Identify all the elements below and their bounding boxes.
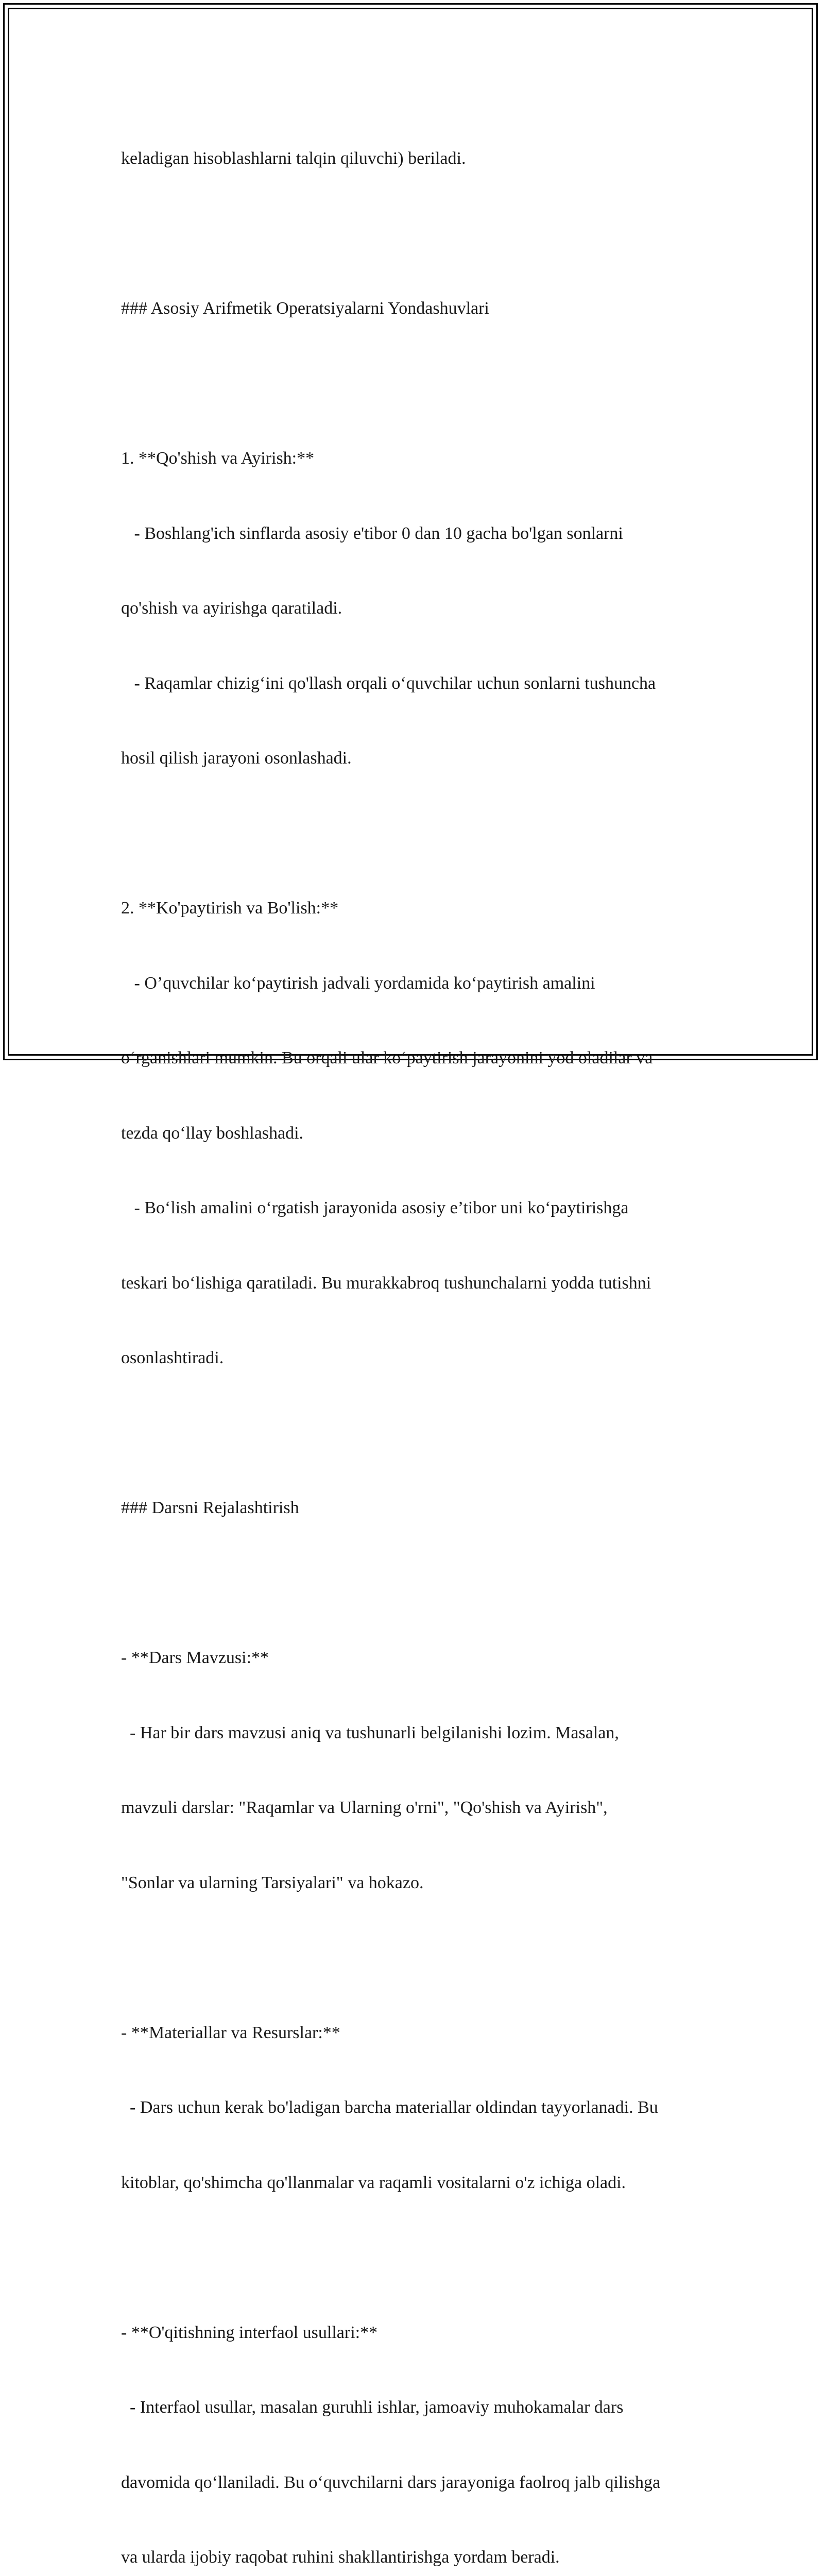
list-item-heading: 1. **Qo'shish va Ayirish:** [121, 449, 315, 468]
text-line: - Raqamlar chizig‘ini qo'llash orqali o‘quvchilar uchun sonlarni tushuncha [121, 673, 656, 693]
text-line: osonlashtiradi. [121, 1348, 224, 1367]
section-heading: ### Darsni Rejalashtirish [121, 1498, 299, 1517]
blank-line [121, 1571, 718, 1596]
text-line: hosil qilish jarayoni osonlashadi. [121, 749, 352, 768]
list-item-heading: - **O'qitishning interfaol usullari:** [121, 2323, 378, 2342]
blank-line [121, 2245, 718, 2270]
text-line: - Har bir dars mavzusi aniq va tushunarli belgilanishi lozim. Masalan, [121, 1723, 619, 1742]
text-line: tezda qo‘llay boshlashadi. [121, 1123, 304, 1143]
section-heading: ### Asosiy Arifmetik Operatsiyalarni Yondashuvlari [121, 299, 489, 318]
text-line: qo'shish va ayirishga qaratiladi. [121, 599, 342, 618]
text-line: teskari bo‘lishiga qaratiladi. Bu murakkabroq tushunchalarni yodda tutishni [121, 1273, 651, 1293]
text-line: keladigan hisoblashlarni talqin qiluvchi) beriladi. [121, 149, 466, 168]
blank-line [121, 222, 718, 247]
list-item-heading: 2. **Ko'paytirish va Bo'lish:** [121, 899, 339, 918]
text-line: - Interfaol usullar, masalan guruhli ishlar, jamoaviy muhokamalar dars [121, 2398, 624, 2417]
list-item-heading: - **Dars Mavzusi:** [121, 1648, 269, 1667]
blank-line [121, 1945, 718, 1971]
text-line: mavzuli darslar: "Raqamlar va Ularning o'rni", "Qo'shish va Ayirish", [121, 1798, 608, 1817]
text-line: kitoblar, qo'shimcha qo'llanmalar va raqamli vositalarni o'z ichiga oladi. [121, 2173, 626, 2192]
document-body [121, 96, 718, 2576]
blank-line [121, 821, 718, 846]
blank-line [121, 1421, 718, 1446]
text-line: - Boshlang'ich sinflarda asosiy e'tibor 0 dan 10 gacha bo'lgan sonlarni [121, 523, 623, 543]
text-line: "Sonlar va ularning Tarsiyalari" va hokazo. [121, 1873, 424, 1892]
text-line: - Dars uchun kerak bo'ladigan barcha materiallar oldindan tayyorlanadi. Bu [121, 2098, 658, 2117]
blank-line [121, 371, 718, 397]
text-line: - O’quvchilar ko‘paytirish jadvali yordamida ko‘paytirish amalini [121, 973, 595, 993]
text-line: - Bo‘lish amalini o‘rgatish jarayonida asosiy e’tibor uni ko‘paytirishga [121, 1198, 629, 1217]
text-line: o‘rganishlari mumkin. Bu orqali ular ko‘paytirish jarayonini yod oladilar va [121, 1048, 653, 1067]
list-item-heading: - **Materiallar va Resurslar:** [121, 2023, 340, 2042]
text-line: va ularda ijobiy raqobat ruhini shakllantirishga yordam beradi. [121, 2548, 560, 2567]
text-line: davomida qo‘llaniladi. Bu o‘quvchilarni dars jarayoniga faolroq jalb qilishga [121, 2472, 661, 2492]
